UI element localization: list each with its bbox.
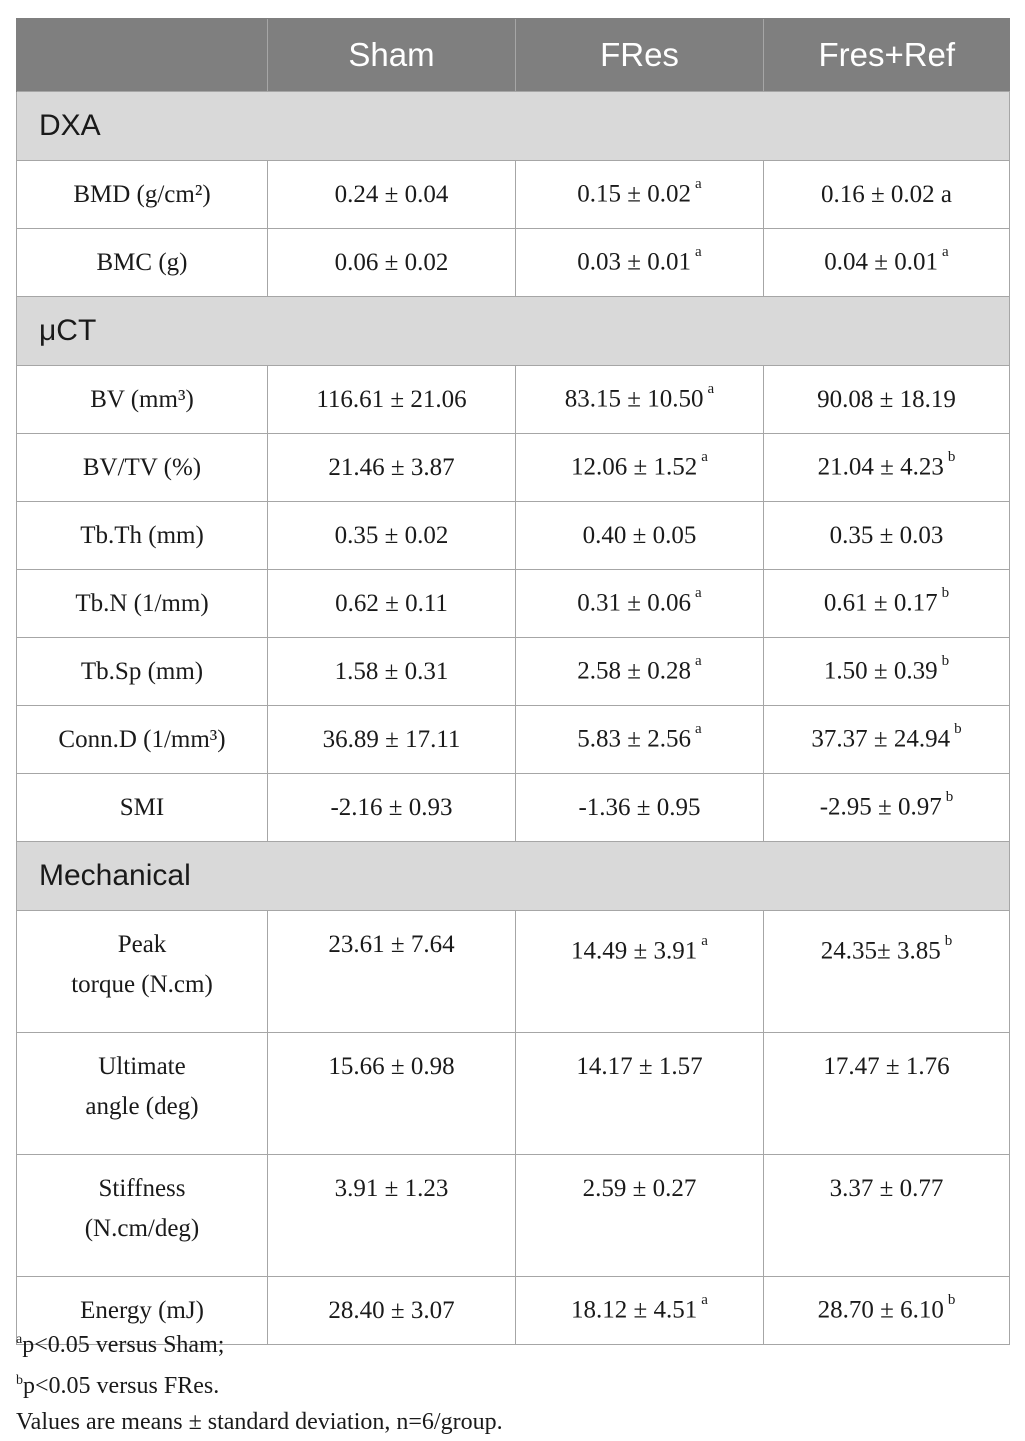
footnote-mark: b <box>16 1373 23 1388</box>
cell-value: 0.35 ± 0.03 <box>829 521 944 549</box>
footnote-mark: a <box>16 1332 23 1347</box>
cell-value: 37.37 ± 24.94 <box>811 725 951 753</box>
cell-value: 5.83 ± 2.56 <box>577 725 692 753</box>
table-body <box>17 92 1010 1345</box>
header-fres-ref: Fres+Ref <box>764 19 1010 92</box>
table-row <box>17 229 1010 297</box>
significance-mark: a <box>695 653 702 670</box>
value-cell <box>268 502 516 570</box>
value-cell <box>764 570 1010 638</box>
value-cell <box>268 434 516 502</box>
significance-mark: b <box>947 449 956 466</box>
cell-value: 21.46 ± 3.87 <box>328 453 455 481</box>
cell-value: 17.47 ± 1.76 <box>823 1053 950 1080</box>
significance-mark: a <box>701 1292 708 1309</box>
value-cell <box>764 911 1010 1033</box>
cell-value: 18.12 ± 4.51 <box>571 1296 698 1324</box>
value-cell <box>764 1033 1010 1155</box>
cell-value: 0.35 ± 0.02 <box>334 521 449 549</box>
cell-value: 12.06 ± 1.52 <box>571 453 698 481</box>
table-row <box>17 161 1010 229</box>
cell-value: 28.40 ± 3.07 <box>328 1296 455 1324</box>
row-label-line: BMC (g) <box>96 248 188 276</box>
value-cell <box>764 1277 1010 1345</box>
row-label <box>17 434 268 502</box>
cell-value: -1.36 ± 0.95 <box>578 793 701 821</box>
section-row <box>17 297 1010 366</box>
footnote-text: Values are means ± standard deviation, n=6/group. <box>16 1409 503 1435</box>
value-cell <box>516 911 764 1033</box>
row-label-line: (N.cm/deg) <box>84 1215 200 1242</box>
table-row <box>17 1155 1010 1277</box>
table-row <box>17 911 1010 1033</box>
cell-value: 90.08 ± 18.19 <box>817 385 956 413</box>
value-cell <box>268 161 516 229</box>
value-cell <box>764 229 1010 297</box>
cell-value: 3.37 ± 0.77 <box>829 1175 944 1202</box>
row-label <box>17 366 268 434</box>
cell-value: 0.03 ± 0.01 <box>577 248 692 276</box>
row-label-line: Tb.Th (mm) <box>80 521 204 549</box>
cell-value: 1.50 ± 0.39 <box>823 657 938 685</box>
row-label-line: Stiffness <box>98 1175 186 1202</box>
row-label <box>17 161 268 229</box>
cell-value: 23.61 ± 7.64 <box>328 931 455 958</box>
results-table <box>16 18 1010 1345</box>
header-sham: Sham <box>268 19 516 92</box>
value-cell <box>516 1033 764 1155</box>
footnote-text: p<0.05 versus Sham; <box>22 1332 225 1358</box>
cell-value: 1.58 ± 0.31 <box>334 657 449 685</box>
value-cell <box>516 706 764 774</box>
row-label-line: Tb.Sp (mm) <box>80 657 204 685</box>
significance-mark: a <box>701 449 708 466</box>
value-cell <box>268 366 516 434</box>
row-label-line: Peak <box>117 931 167 958</box>
value-cell <box>764 638 1010 706</box>
cell-value: 28.70 ± 6.10 <box>817 1296 944 1324</box>
significance-mark: a <box>695 721 702 738</box>
cell-value: 0.15 ± 0.02 <box>577 180 692 208</box>
cell-value: 0.04 ± 0.01 <box>824 248 939 276</box>
value-cell <box>764 434 1010 502</box>
cell-value: 14.49 ± 3.91 <box>571 937 698 965</box>
row-label <box>17 1155 268 1277</box>
value-cell <box>268 570 516 638</box>
section-title: DXA <box>17 92 1010 161</box>
row-label-line: BV/TV (%) <box>82 453 202 481</box>
value-cell <box>764 774 1010 842</box>
row-label <box>17 502 268 570</box>
significance-mark: b <box>954 721 962 738</box>
cell-value: 83.15 ± 10.50 <box>564 385 704 413</box>
table-row <box>17 638 1010 706</box>
table-row <box>17 434 1010 502</box>
value-cell <box>268 1033 516 1155</box>
row-label-line: Tb.N (1/mm) <box>75 589 209 617</box>
row-label <box>17 229 268 297</box>
row-label <box>17 706 268 774</box>
value-cell <box>268 706 516 774</box>
significance-mark: a <box>701 933 708 949</box>
footnote-text: p<0.05 versus FRes. <box>23 1373 220 1399</box>
cell-value: 0.16 ± 0.02 a <box>820 180 953 208</box>
cell-value: 0.40 ± 0.05 <box>582 521 697 549</box>
value-cell <box>268 229 516 297</box>
header-row <box>17 19 1010 92</box>
row-label-line: SMI <box>119 793 165 821</box>
value-cell <box>268 774 516 842</box>
value-cell <box>516 229 764 297</box>
significance-mark: a <box>695 244 702 261</box>
row-label-line: Ultimate <box>98 1053 186 1080</box>
cell-value: 2.58 ± 0.28 <box>577 657 692 685</box>
value-cell <box>268 1155 516 1277</box>
table-row <box>17 366 1010 434</box>
row-label-line: BMD (g/cm²) <box>73 180 211 208</box>
cell-value: 2.59 ± 0.27 <box>582 1175 697 1202</box>
cell-value: 36.89 ± 17.11 <box>322 725 461 753</box>
value-cell <box>764 1155 1010 1277</box>
table-row <box>17 502 1010 570</box>
significance-mark: a <box>707 381 715 398</box>
table-row <box>17 774 1010 842</box>
row-label-line: Conn.D (1/mm³) <box>58 725 226 753</box>
table-row <box>17 706 1010 774</box>
header-fres: FRes <box>516 19 764 92</box>
value-cell <box>516 161 764 229</box>
row-label <box>17 774 268 842</box>
cell-value: 0.62 ± 0.11 <box>335 589 448 617</box>
value-cell <box>516 1155 764 1277</box>
row-label-line: BV (mm³) <box>90 385 194 413</box>
section-row <box>17 92 1010 161</box>
significance-mark: a <box>942 244 949 261</box>
footnotes <box>16 1322 503 1440</box>
value-cell <box>516 774 764 842</box>
value-cell <box>268 638 516 706</box>
significance-mark: b <box>947 1292 956 1309</box>
section-title: Mechanical <box>17 842 1010 911</box>
value-cell <box>516 502 764 570</box>
cell-value: -2.16 ± 0.93 <box>330 793 453 821</box>
significance-mark: b <box>945 789 954 806</box>
row-label-line: angle (deg) <box>85 1093 199 1120</box>
cell-value: 0.61 ± 0.17 <box>823 589 938 617</box>
value-cell <box>268 911 516 1033</box>
significance-mark: a <box>695 176 702 193</box>
value-cell <box>764 706 1010 774</box>
cell-value: 0.24 ± 0.04 <box>334 180 449 208</box>
cell-value: 3.91 ± 1.23 <box>334 1175 449 1202</box>
cell-value: -2.95 ± 0.97 <box>819 793 942 821</box>
value-cell <box>764 366 1010 434</box>
row-label <box>17 911 268 1033</box>
row-label-line: Energy (mJ) <box>80 1296 204 1324</box>
significance-mark: b <box>941 653 950 670</box>
significance-mark: a <box>695 585 702 602</box>
value-cell <box>764 502 1010 570</box>
value-cell <box>516 638 764 706</box>
footnote-line <box>16 1404 503 1440</box>
value-cell <box>516 434 764 502</box>
value-cell <box>516 570 764 638</box>
significance-mark: b <box>941 585 950 602</box>
value-cell <box>516 366 764 434</box>
cell-value: 0.06 ± 0.02 <box>334 248 449 276</box>
footnote-line <box>16 1363 503 1404</box>
significance-mark: b <box>944 933 953 949</box>
cell-value: 14.17 ± 1.57 <box>576 1053 703 1080</box>
value-cell <box>516 1277 764 1345</box>
cell-value: 15.66 ± 0.98 <box>328 1053 455 1080</box>
cell-value: 0.31 ± 0.06 <box>577 589 692 617</box>
footnote-line <box>16 1322 503 1363</box>
section-title: μCT <box>17 297 1010 366</box>
table-row <box>17 570 1010 638</box>
cell-value: 21.04 ± 4.23 <box>817 453 944 481</box>
table-row <box>17 1033 1010 1155</box>
row-label <box>17 638 268 706</box>
value-cell <box>764 161 1010 229</box>
row-label-line: torque (N.cm) <box>71 971 213 998</box>
cell-value: 24.35± 3.85 <box>820 937 941 965</box>
row-label <box>17 1033 268 1155</box>
cell-value: 116.61 ± 21.06 <box>316 385 467 413</box>
section-row <box>17 842 1010 911</box>
header-empty <box>17 19 268 92</box>
row-label <box>17 570 268 638</box>
